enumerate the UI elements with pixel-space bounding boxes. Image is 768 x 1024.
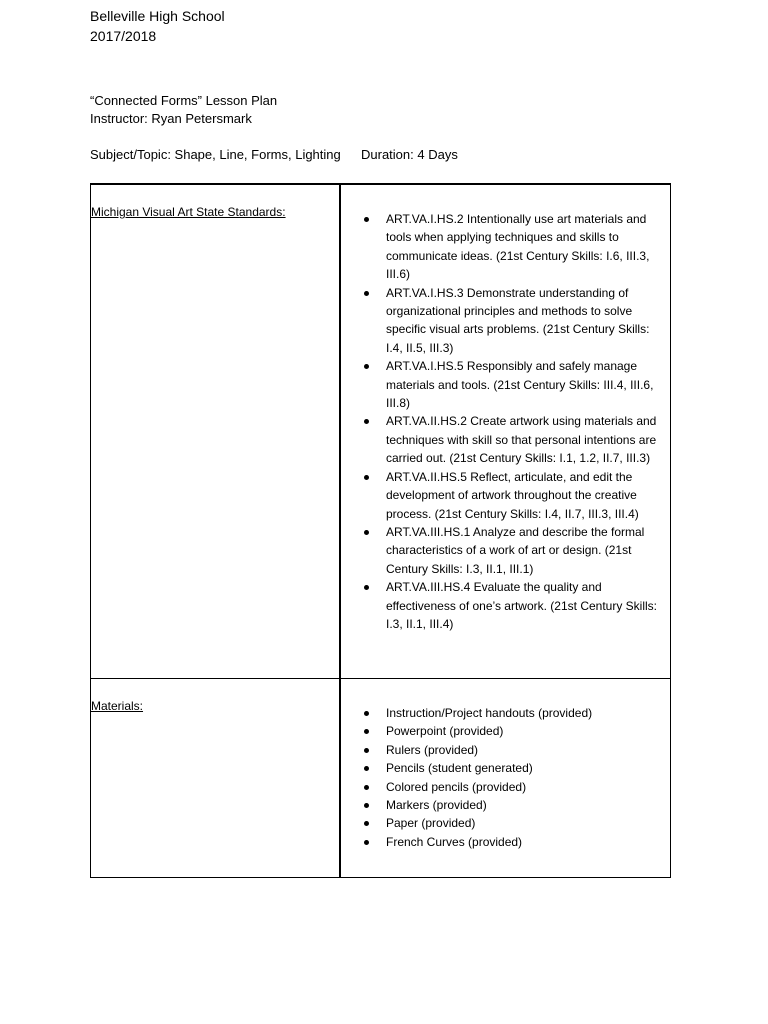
list-item-text: French Curves (provided) bbox=[386, 834, 523, 849]
bullet-icon bbox=[364, 766, 369, 771]
bullet-icon bbox=[364, 785, 369, 790]
list-item bbox=[386, 704, 658, 722]
bullet-icon bbox=[364, 729, 369, 734]
materials-label: Materials: bbox=[91, 699, 144, 713]
list-item-text: Pencils (student generated) bbox=[386, 761, 533, 776]
bullet-icon bbox=[364, 803, 369, 808]
bullet-icon bbox=[364, 530, 369, 535]
list-item bbox=[386, 814, 658, 832]
bullet-icon bbox=[364, 217, 369, 222]
subject-topic: Subject/Topic: Shape, Line, Forms, Lighting bbox=[90, 147, 341, 162]
school-year: 2017/2018 bbox=[90, 28, 157, 44]
list-item bbox=[386, 578, 658, 633]
list-item bbox=[386, 412, 658, 467]
bullet-icon bbox=[364, 840, 369, 845]
list-item bbox=[386, 759, 658, 777]
instructor-line: Instructor: Ryan Petersmark bbox=[90, 111, 252, 126]
table-row-materials bbox=[91, 679, 671, 878]
list-item-text: Instruction/Project handouts (provided) bbox=[386, 706, 593, 720]
list-item-text: Paper (provided) bbox=[386, 816, 476, 831]
lesson-heading bbox=[90, 92, 277, 128]
lesson-meta bbox=[90, 146, 690, 164]
bullet-icon bbox=[364, 475, 369, 480]
bullet-icon bbox=[364, 711, 369, 716]
standards-label-cell bbox=[91, 184, 341, 679]
materials-content-cell bbox=[340, 679, 671, 878]
table-row-standards bbox=[91, 184, 671, 679]
materials-label-cell bbox=[91, 679, 341, 878]
standards-label: Michigan Visual Art State Standards: bbox=[91, 205, 286, 219]
lesson-title: “Connected Forms” Lesson Plan bbox=[90, 93, 278, 108]
standards-list bbox=[341, 210, 670, 633]
list-item-text: ART.VA.I.HS.5 Responsibly and safely manage materials and tools. (21st Century Skills: III.4, III.6, III.8) bbox=[386, 359, 654, 411]
bullet-icon bbox=[364, 419, 369, 424]
bullet-icon bbox=[364, 821, 369, 826]
list-item-text: ART.VA.III.HS.4 Evaluate the quality and effectiveness of one’s artwork. (21st Century Skills: I.3, II.1, III.4) bbox=[386, 580, 658, 631]
list-item-text: Rulers (provided) bbox=[386, 742, 479, 757]
materials-list bbox=[341, 704, 670, 851]
list-item-text: Powerpoint (provided) bbox=[386, 724, 504, 739]
list-item bbox=[386, 284, 658, 358]
list-item-text: ART.VA.I.HS.3 Demonstrate understanding of organizational principles and methods to solve specific visual arts problems. (21st Century Skills: I.4, II.5, III.3) bbox=[386, 285, 650, 355]
list-item-text: ART.VA.III.HS.1 Analyze and describe the formal characteristics of a work of art or design. (21st Century Skills: I.3, II.1, III.1) bbox=[386, 524, 645, 576]
list-item-text: ART.VA.I.HS.2 Intentionally use art materials and tools when applying techniques and skills to communicate ideas. (21st Century Skills: I.6, III.3, III.6) bbox=[386, 212, 650, 282]
list-item bbox=[386, 357, 658, 412]
list-item bbox=[386, 741, 658, 759]
list-item bbox=[386, 523, 658, 578]
standards-content-cell bbox=[340, 184, 671, 679]
list-item bbox=[386, 468, 658, 523]
bullet-icon bbox=[364, 585, 369, 590]
list-item bbox=[386, 833, 658, 851]
list-item-text: ART.VA.II.HS.2 Create artwork using materials and techniques with skill so that personal intentions are carried out. (21st Century Skills: I.1, 1.2, II.7, III.3) bbox=[386, 414, 657, 466]
duration: Duration: 4 Days bbox=[361, 147, 458, 162]
lesson-plan-table bbox=[90, 183, 671, 878]
bullet-icon bbox=[364, 748, 369, 753]
list-item bbox=[386, 210, 658, 284]
school-name: Belleville High School bbox=[90, 8, 225, 24]
document-header bbox=[90, 6, 225, 46]
list-item-text: Colored pencils (provided) bbox=[386, 779, 527, 794]
list-item bbox=[386, 796, 658, 814]
list-item bbox=[386, 778, 658, 796]
list-item-text: Markers (provided) bbox=[386, 798, 487, 813]
bullet-icon bbox=[364, 291, 369, 296]
bullet-icon bbox=[364, 364, 369, 369]
list-item bbox=[386, 722, 658, 740]
list-item-text: ART.VA.II.HS.5 Reflect, articulate, and edit the development of artwork throughout the creative process. (21st Century Skills: I.4, II.7, III.3, III.4) bbox=[386, 469, 639, 521]
